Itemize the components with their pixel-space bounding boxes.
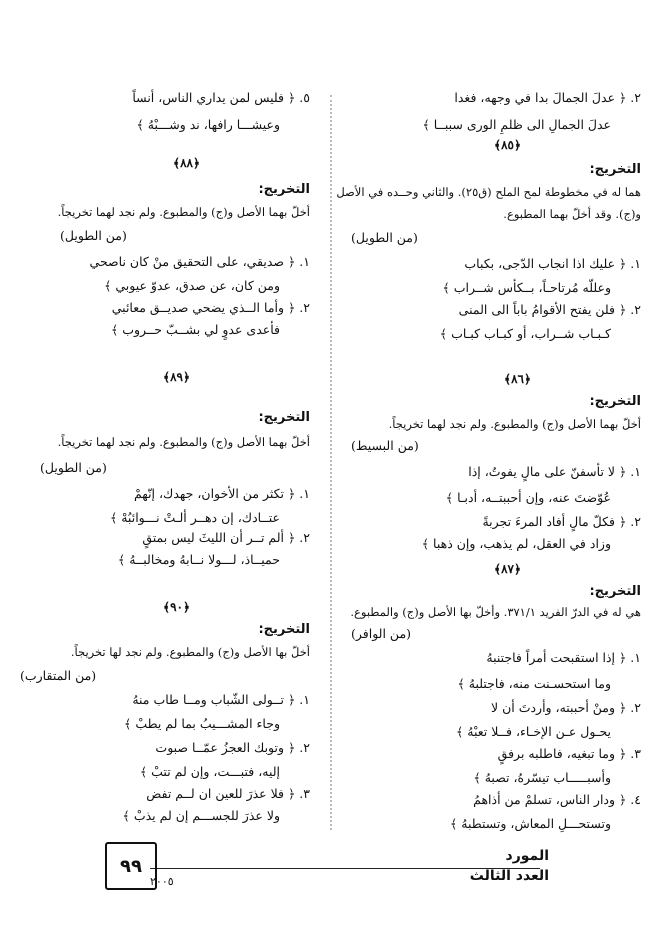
poem-number: ﴿٨٧﴾	[494, 562, 521, 576]
poem-number: ﴿٨٥﴾	[494, 138, 521, 152]
verse-line: ٣. ﴿ وما تبغيه، فاطلبه برفقٍ	[497, 746, 641, 761]
verse-line: حميــاذ، لـــولا نــابهُ ومخالبــهُ ﴾	[117, 552, 280, 567]
verse-line: وعيشـــا رافها، ند وشـــبْهُ ﴾	[136, 117, 280, 132]
verse-line: وما استحسـنت منه، فاجتلبهُ ﴾	[457, 676, 611, 691]
verse-line: وأسبـــــاب تيسّرهُ، تصبهُ ﴾	[473, 770, 611, 785]
verse-line: ومن كان، عن صدق، عدوّ عيوبي ﴾	[104, 278, 280, 293]
verse-line: يحـول عـن الإخـاء، فــلا تعبْهُ ﴾	[455, 724, 611, 739]
poem-number: ﴿٨٨﴾	[173, 156, 200, 170]
paragraph-line: أخلّ بها الأصل و(ج) والمطبوع. ولم نجد لها تخريجاً.	[70, 645, 310, 659]
section-heading: التخريج:	[258, 410, 310, 425]
verse-line: ٢. ﴿ وأما الــذي يضحي صديــق معائبي	[111, 300, 310, 315]
meter-label: (من الطويل)	[40, 460, 107, 475]
section-heading: التخريج:	[258, 182, 310, 197]
section-heading: التخريج:	[589, 394, 641, 409]
meter-label: (من الطويل)	[60, 228, 127, 243]
section-heading: التخريج:	[589, 584, 641, 599]
right-column	[331, 0, 661, 860]
verse-line: كـبـاب شــراب، أو كبـاب كبـاب ﴾	[439, 326, 611, 341]
paragraph-line: أخلّ بهما الأصل و(ج) والمطبوع. ولم نجد لهما تخريجاً.	[57, 205, 310, 219]
section-heading: التخريج:	[258, 622, 310, 637]
meter-label: (من البسيط)	[351, 438, 419, 453]
verse-line: ٢. ﴿ فكلّ مالٍ أفاد المرءَ تجربةً	[482, 514, 641, 529]
page-number: ٩٩	[105, 842, 157, 890]
verse-line: ٢. ﴿ عدلَ الجمالَ بدا في وجهه، فغدا	[454, 90, 641, 105]
paragraph-line: هي له في الدرّ الفريد ٣٧١/١. وأخلّ بها الأصل و(ج) والمطبوع.	[350, 605, 641, 619]
verse-line: ٢. ﴿ ألم تــر أن الليثَ ليس بمتقٍ	[142, 530, 310, 545]
verse-line: ١. ﴿ إذا استقبحت أمراً فاجتنبهُ	[486, 650, 641, 665]
journal-title: المورد	[505, 848, 549, 864]
paragraph-line: أخلّ بهما الأصل و(ج) والمطبوع. ولم نجد لهما تخريجاً.	[388, 417, 641, 431]
verse-line: ٢. ﴿ فلن يفتح الأقوامُ باباً الى المنى	[458, 302, 641, 317]
verse-line: ١. ﴿ صديقي، على التحقيق منْ كان ناصحي	[89, 254, 310, 269]
issue-year: ٢٠٠٥	[150, 875, 174, 888]
left-column	[0, 0, 330, 860]
verse-line: ١. ﴿ عليك اذا انجاب الدّجى، بكباب	[464, 256, 641, 271]
verse-line: عتــادك، إن دهــر ألـتْ نـــوائبُهْ ﴾	[109, 510, 280, 525]
verse-line: ٣. ﴿ فلا عذرَ للعين ان لــم تفض	[146, 786, 310, 801]
verse-line: ٢. ﴿ ومنْ أحببته، وأردتَ أن لا	[490, 700, 641, 715]
verse-line: ١. ﴿ لا تأسفنّ على مالٍ يفوتُ، إذا	[468, 464, 641, 479]
verse-line: ٥. ﴿ فليس لمن يداري الناس، أنساً	[132, 90, 310, 105]
verse-line: إليه، فتبـــت، وإن لم تتبْ ﴾	[139, 764, 280, 779]
meter-label: (من الطويل)	[351, 230, 418, 245]
verse-line: ٤. ﴿ ودار الناس، تسلمْ من أذاهمُ	[473, 792, 641, 807]
verse-line: وعللّه مُرتاحـاً، بــكأس شــراب ﴾	[442, 280, 611, 295]
verse-line: وجاء المشـــيبُ بما لم يطبْ ﴾	[124, 716, 280, 731]
verse-line: فأعدى عدوٍ لي بشــبّ حــروب ﴾	[110, 322, 280, 337]
section-heading: التخريج:	[589, 162, 641, 177]
verse-line: وزاد في العقل، لم يذهب، وإن ذهبا ﴾	[421, 536, 611, 551]
verse-line: ٢. ﴿ وتوبك العجزُ عمّــا صبوت	[155, 740, 310, 755]
meter-label: (من الوافر)	[351, 626, 412, 641]
verse-line: عُوّضتَ عنه، وإن أحببتــه، أدبـا ﴾	[445, 490, 611, 505]
poem-number: ﴿٩٠﴾	[163, 600, 190, 614]
poem-number: ﴿٨٩﴾	[163, 370, 190, 384]
paragraph-line: و(ج). وقد أخلّ بهما المطبوع.	[503, 207, 641, 221]
verse-line: عدلَ الجمالِ الى ظلمِ الورى سببــا ﴾	[422, 117, 611, 132]
verse-line: ١. ﴿ تــولى الشّباب ومــا طاب منهُ	[132, 692, 310, 707]
meter-label: (من المتقارب)	[20, 668, 97, 683]
verse-line: وتستحـــلِ المعاش، وتستطبهُ ﴾	[449, 816, 611, 831]
verse-line: ١. ﴿ تكثر من الأخوان، جهدك، إنّهمْ	[133, 486, 310, 501]
column-divider	[330, 95, 332, 830]
paragraph-line: هما له في مخطوطة لمح الملح (ق٢٥). والثاني وحــده في الأصل	[336, 185, 641, 199]
verse-line: ولا عذرَ للجســـم إن لم يذبْ ﴾	[122, 808, 280, 823]
paragraph-line: أخلّ بهما الأصل و(ج) والمطبوع. ولم نجد لهما تخريجاً.	[57, 435, 310, 449]
poem-number: ﴿٨٦﴾	[504, 372, 531, 386]
issue-label: العدد الثالث	[469, 868, 549, 884]
